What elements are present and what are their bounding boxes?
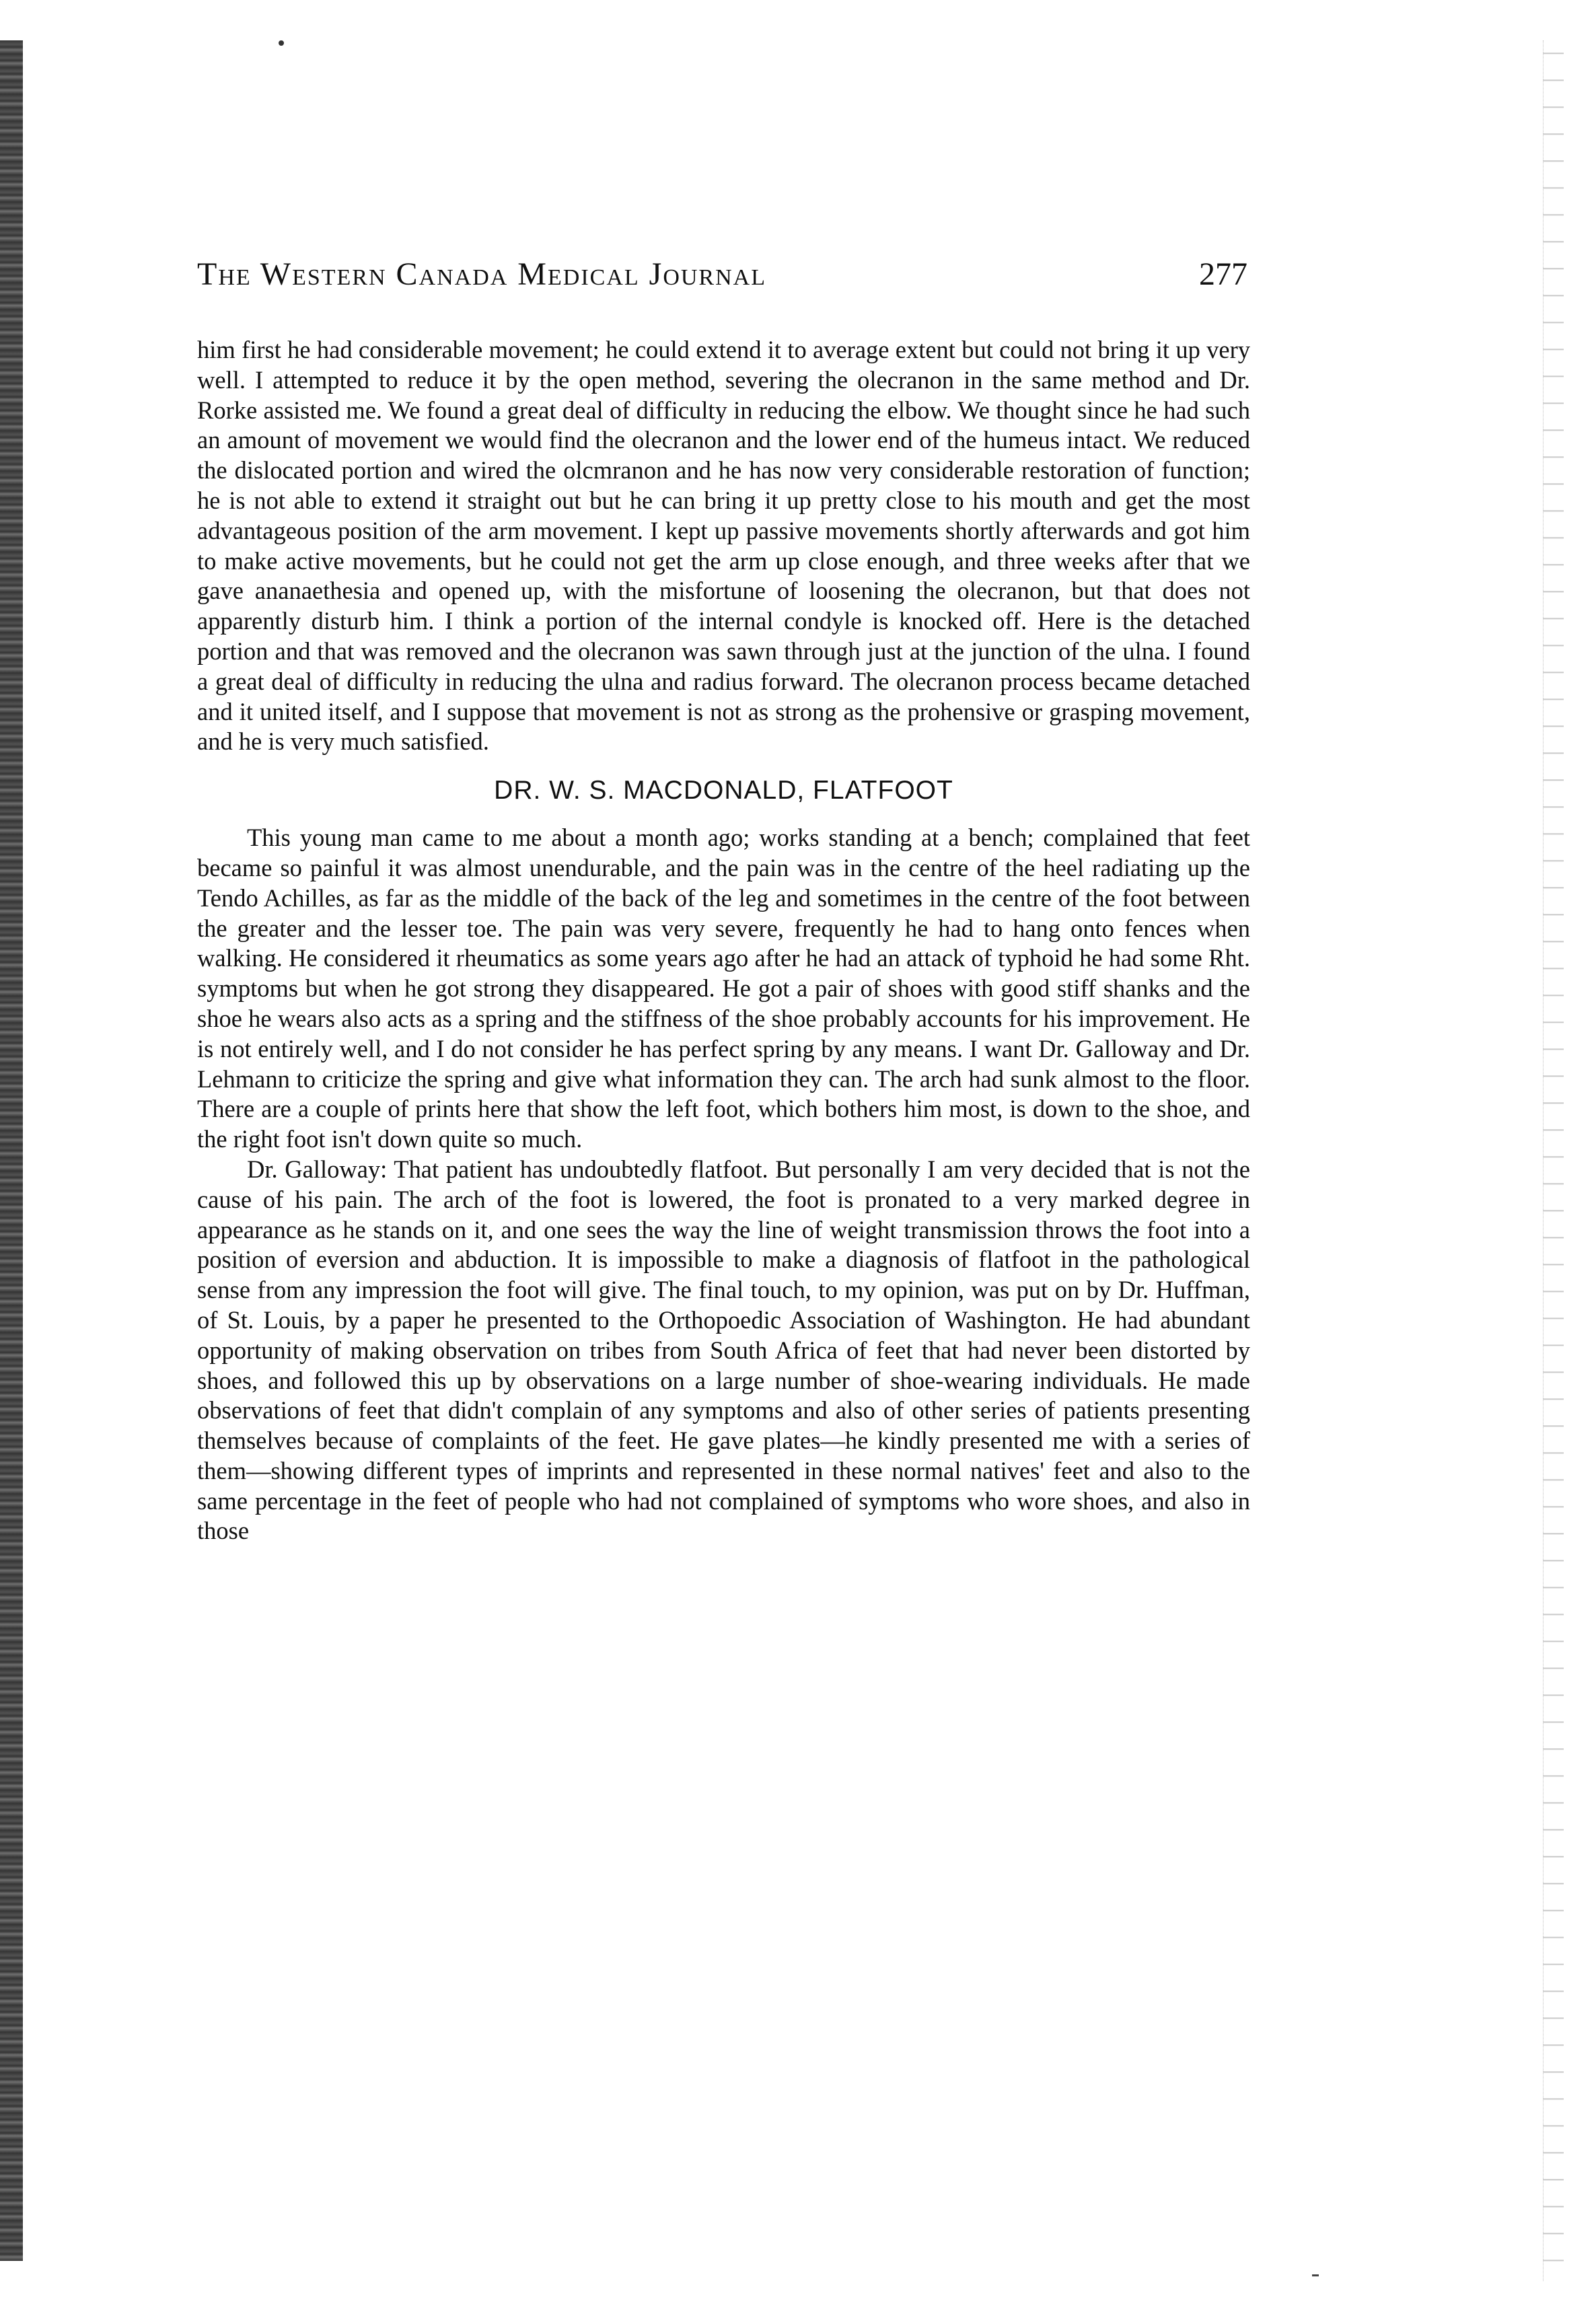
page-number: 277 bbox=[1199, 256, 1247, 292]
scan-edge-right bbox=[1543, 40, 1564, 2281]
paragraph-3: Dr. Galloway: That patient has undoubtedly flatfoot. But personally I am very decided that is not the cause of his pain. The arch of the foot is lowered, the foot is pronated to a very marked degree in appearance as he stands on it, and one sees the way the line of weight transmission throws the foot into a position of eversion and abduction. It is impossible to make a diagnosis of flatfoot in the pathological sense from any impression the foot will give. The final touch, to my opinion, was put on by Dr. Huffman, of St. Louis, by a paper he presented to the Orthopoedic Association of Washington. He had abundant opportunity of making observation on tribes from South Africa of feet that had never been distorted by shoes, and followed this up by observations on a large number of shoe-wearing individuals. He made observations of feet that didn't complain of any symptoms and also of other series of patients presenting themselves because of complaints of the feet. He gave plates—he kindly presented me with a series of them—showing different types of imprints and represented in these normal natives' feet and also to the same percentage in the feet of people who had not complained of symptoms who wore shoes, and also in those bbox=[197, 1155, 1250, 1545]
journal-page bbox=[197, 256, 1250, 1546]
running-header bbox=[197, 256, 1250, 310]
paragraph-1: him first he had considerable movement; he could extend it to average extent but could not bring it up very well. I attempted to reduce it by the open method, severing the olecranon in the same method and Dr. Rorke assisted me. We found a great deal of difficulty in reducing the elbow. We thought since he had such an amount of movement we would find the olecranon and the lower end of the humeus intact. We reduced the dislocated portion and wired the olcmranon and he has now very considerable restoration of function; he is not able to extend it straight out but he can bring it up pretty close to his mouth and get the most advantageous position of the arm movement. I kept up passive movements shortly afterwards and got him to make active movements, but he could not get the arm up close enough, and three weeks after that we gave ananaethesia and opened up, with the misfortune of loosening the olecranon, but that does not apparently disturb him. I think a portion of the internal condyle is knocked off. Here is the detached portion and that was removed and the olecranon was sawn through just at the junction of the ulna. I found a great deal of difficulty in reducing the ulna and radius forward. The olecranon process became detached and it united itself, and I suppose that movement is not as strong as the prohensive or grasping movement, and he is very much satisfied. bbox=[197, 336, 1250, 756]
scan-speck bbox=[279, 40, 284, 46]
paragraph-2: This young man came to me about a month ago; works standing at a bench; complained that feet became so painful it was almost unendurable, and the pain was in the centre of the heel radiating up the Tendo Achilles, as far as the middle of the back of the leg and sometimes in the centre of the foot between the greater and the lesser toe. The pain was very severe, frequently he had to hang onto fences when walking. He considered it rheumatics as some years ago after he had an attack of typhoid he had some Rht. symptoms but when he got strong they disappeared. He got a pair of shoes with good stiff shanks and the shoe he wears also acts as a spring and the stiffness of the shoe probably accounts for his improvement. He is not entirely well, and I do not consider he has perfect spring by any means. I want Dr. Galloway and Dr. Lehmann to criticize the spring and give what information they can. The arch had sunk almost to the floor. There are a couple of prints here that show the left foot, which bothers him most, is down to the shoe, and the right foot isn't down quite so much. bbox=[197, 824, 1250, 1153]
section-heading: DR. W. S. MACDONALD, FLATFOOT bbox=[494, 776, 953, 805]
journal-title: The Western Canada Medical Journal bbox=[197, 256, 766, 292]
scan-mark bbox=[1312, 2274, 1319, 2276]
scan-edge-left bbox=[0, 40, 23, 2261]
